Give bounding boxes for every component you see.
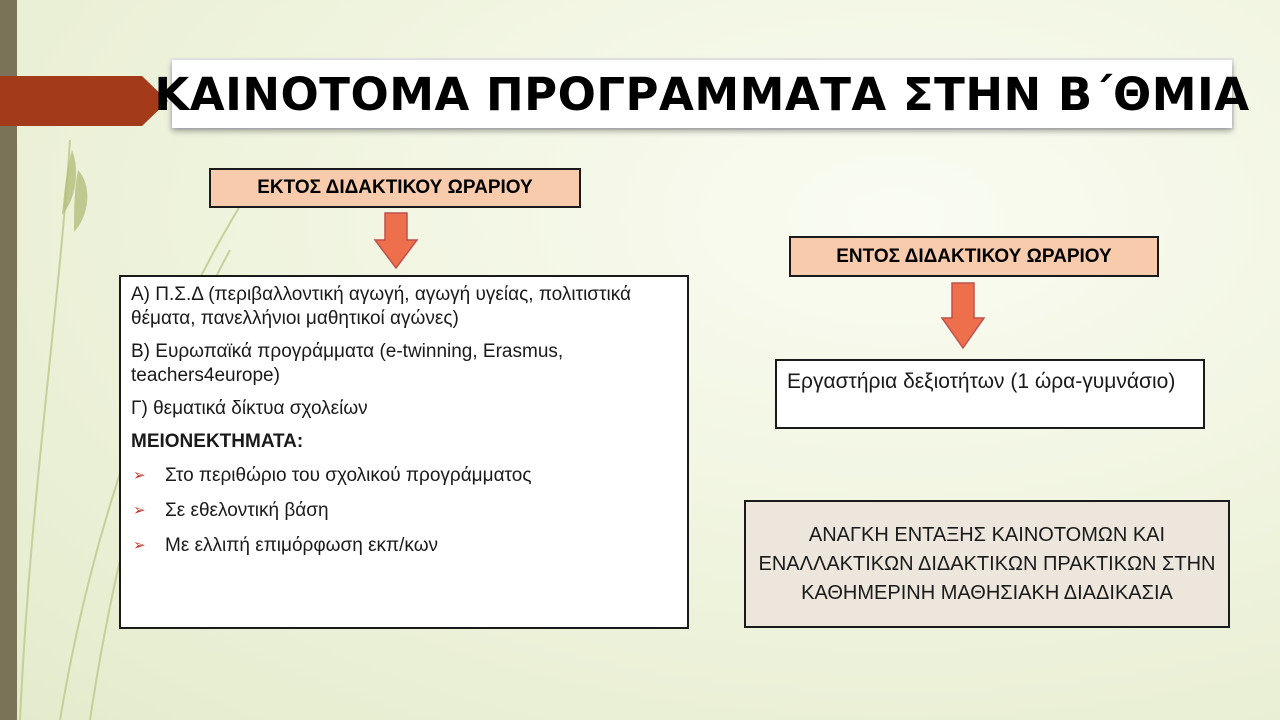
item-b: Β) Ευρωπαϊκά προγράμματα (e-twinning, Erasmus, teachers4europe) (131, 341, 564, 386)
outside-hours-content (119, 275, 689, 629)
disadvantage-text: Σε εθελοντική βάση (165, 500, 329, 521)
disadvantage-text: Με ελλιπή επιμόρφωση εκπ/κων (165, 535, 439, 556)
item-a: Α) Π.Σ.Δ (περιβαλλοντική αγωγή, αγωγή υγείας, πολιτιστικά θέματα, πανελλήνιοι μαθητικοί αγώνες) (131, 284, 632, 329)
slide-title: ΚΑΙΝΟΤΟΜΑ ΠΡΟΓΡΑΜΜΑΤΑ ΣΤΗΝ Β΄ΘΜΙΑ (154, 67, 1250, 121)
arrow-bullet-icon: ➢ (133, 537, 146, 554)
down-arrow-icon (940, 282, 986, 350)
disadvantages-heading: ΜΕΙΟΝΕΚΤΗΜΑΤΑ: (131, 431, 304, 452)
arrow-bullet-icon: ➢ (133, 467, 146, 484)
integration-need-box: ΑΝΑΓΚΗ ΕΝΤΑΞΗΣ ΚΑΙΝΟΤΟΜΩΝ ΚΑΙ ΕΝΑΛΛΑΚΤΙΚΩΝ ΔΙΔΑΚΤΙΚΩΝ ΠΡΑΚΤΙΚΩΝ ΣΤΗΝ ΚΑΘΗΜΕΡΙΝΗ ΜΑΘΗΣΙΑΚΗ ΔΙΑΔΙΚΑΣΙΑ (744, 500, 1230, 628)
item-c: Γ) θεματικά δίκτυα σχολείων (131, 398, 368, 419)
inside-hours-label: ΕΝΤΟΣ ΔΙΔΑΚΤΙΚΟΥ ΩΡΑΡΙΟΥ (789, 236, 1159, 277)
disadvantage-text: Στο περιθώριο του σχολικού προγράμματος (165, 465, 532, 486)
list-item (131, 464, 677, 488)
down-arrow-icon (373, 212, 419, 270)
list-item (131, 499, 677, 523)
arrow-bullet-icon: ➢ (133, 502, 146, 519)
title-arrow-shape (0, 76, 168, 126)
outside-hours-label: ΕΚΤΟΣ ΔΙΔΑΚΤΙΚΟΥ ΩΡΑΡΙΟΥ (209, 168, 581, 208)
title-banner (154, 60, 1250, 128)
skills-workshops-box: Εργαστήρια δεξιοτήτων (1 ώρα-γυμνάσιο) (775, 359, 1205, 429)
list-item (131, 534, 677, 558)
